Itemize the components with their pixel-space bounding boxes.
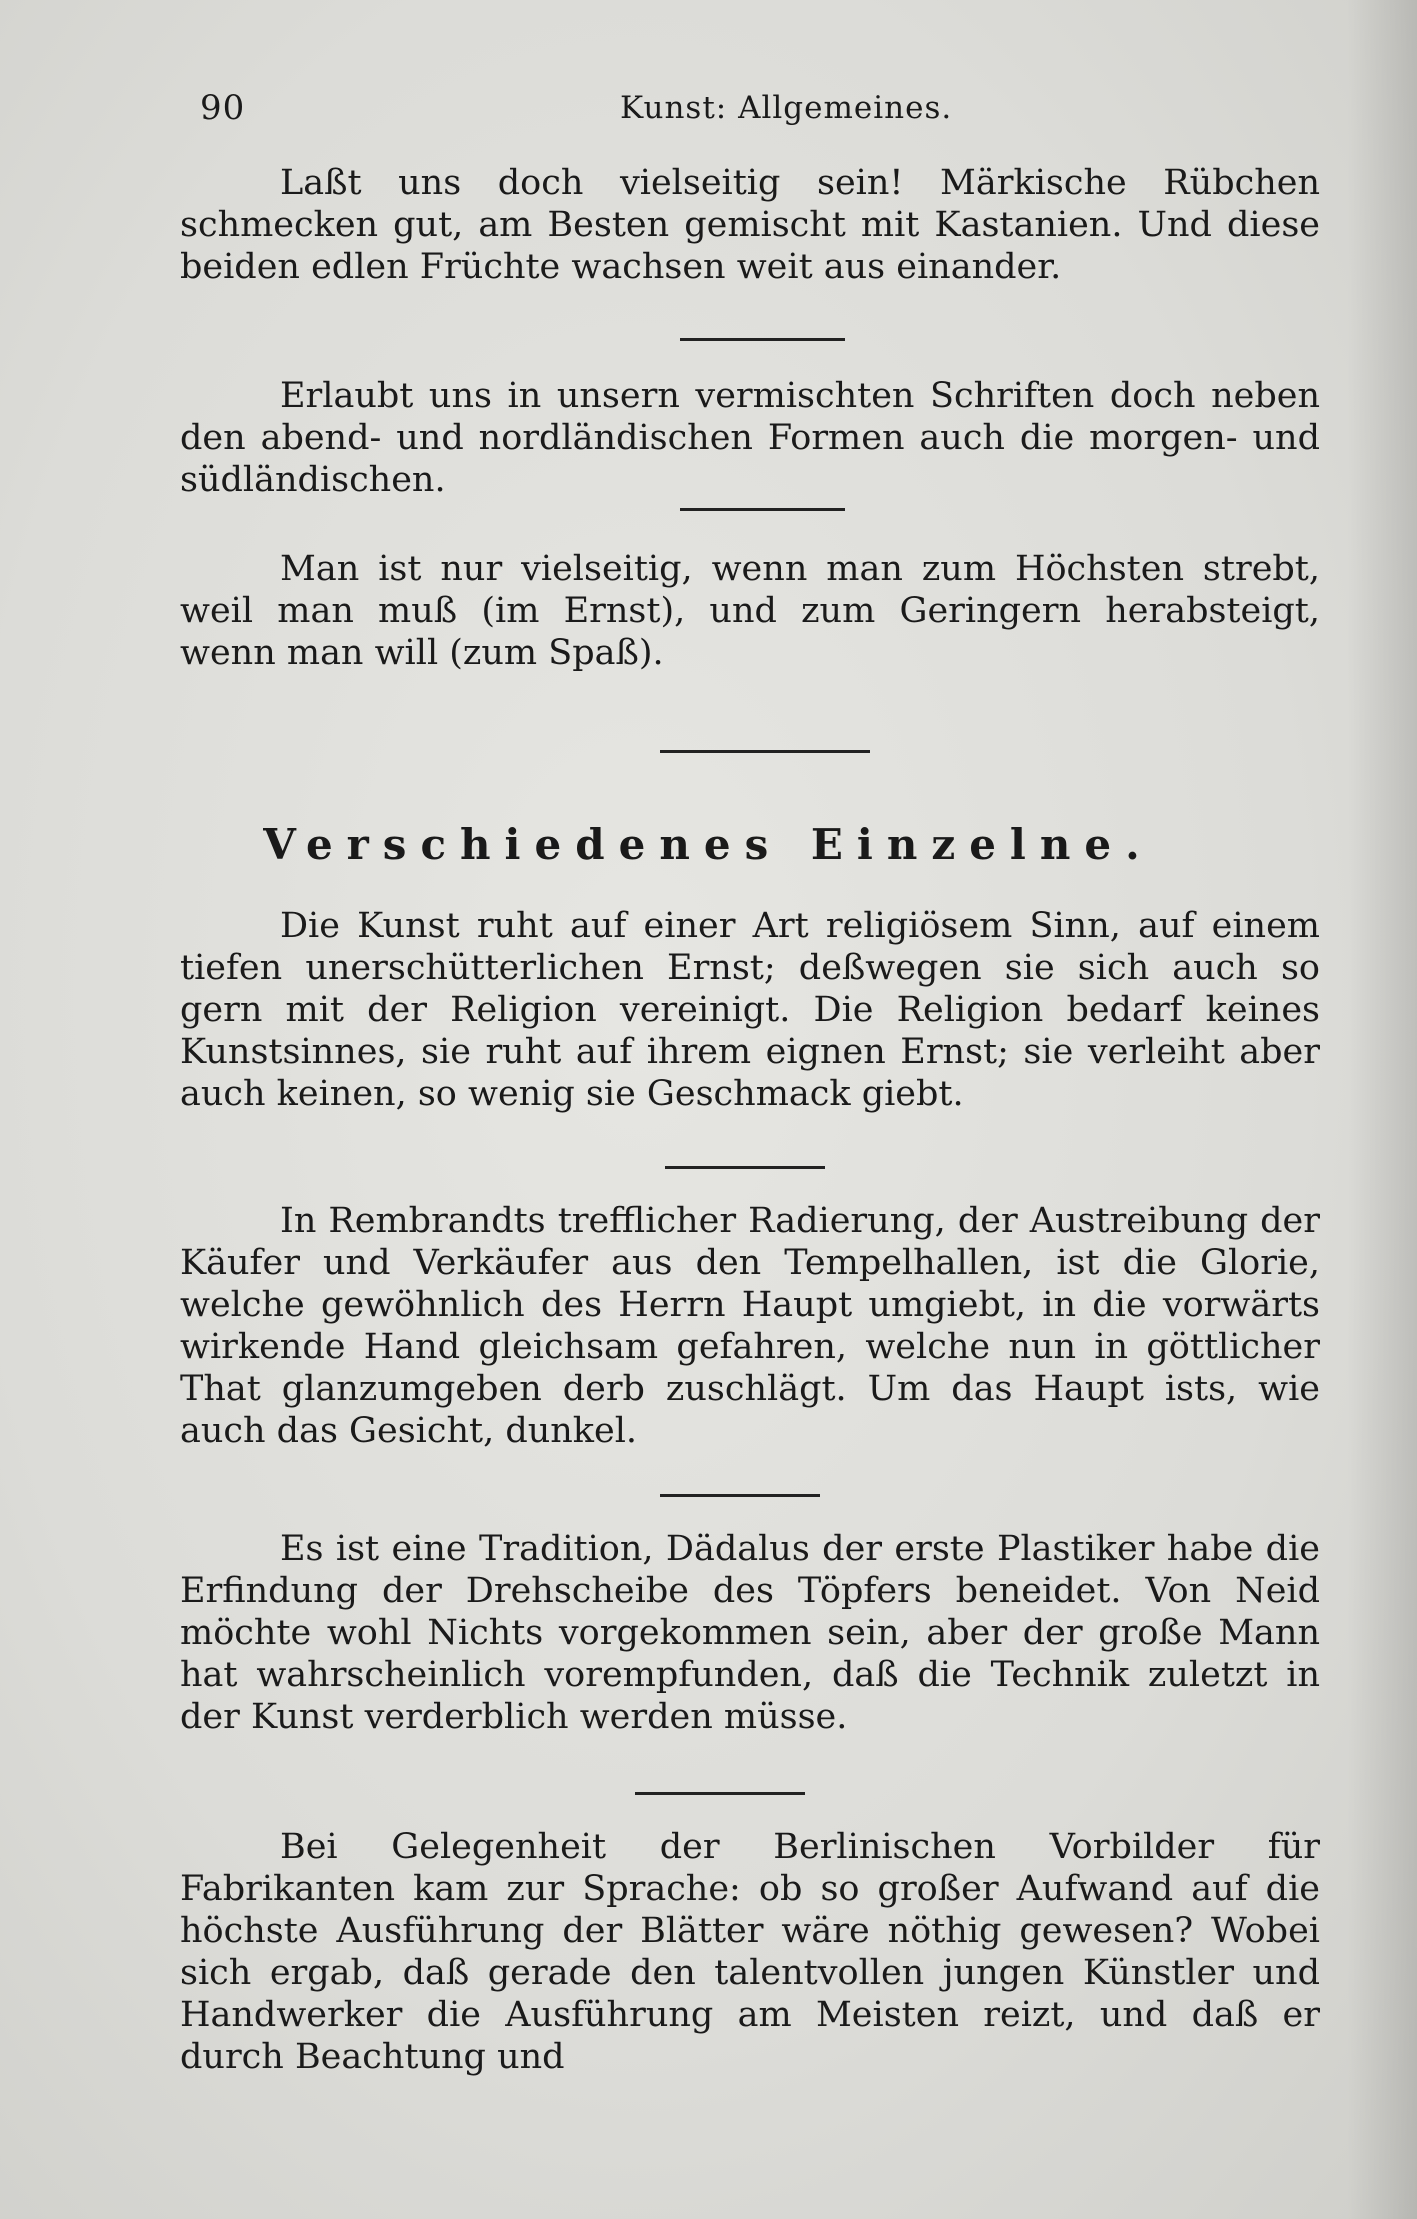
page-edge-shadow	[1347, 0, 1417, 2219]
paragraph-5	[180, 1200, 1320, 1452]
page-number: 90	[200, 88, 246, 128]
paragraph-text: Laßt uns doch vielseitig sein! Märkische Rübchen schmecken gut, am Besten gemischt mit Kastanien. Und diese beiden edlen Früchte wachsen weit aus einander.	[180, 163, 1320, 287]
section-heading: Verschiedenes Einzelne.	[263, 820, 1154, 869]
paragraph-text: Bei Gelegenheit der Berlinischen Vorbilder für Fabrikanten kam zur Sprache: ob so großer Aufwand auf die höchste Ausführung der Blätter wäre nöthig gewesen? Wobei sich ergab, daß gerade den talentvollen jungen Künstler und Handwerker die Ausführung am Meisten reizt, und daß er durch Beachtung und	[180, 1827, 1320, 2077]
paragraph-1	[180, 162, 1320, 288]
paragraph-6	[180, 1528, 1320, 1738]
paragraph-text: Es ist eine Tradition, Dädalus der erste Plastiker habe die Erfindung der Drehscheibe des Töpfers beneidet. Von Neid möchte wohl Nichts vorgekommen sein, aber der große Mann hat wahrscheinlich vorempfunden, daß die Technik zuletzt in der Kunst verderblich werden müsse.	[180, 1529, 1320, 1737]
paragraph-text: Man ist nur vielseitig, wenn man zum Höchsten strebt, weil man muß (im Ernst), und zum Geringern herabsteigt, wenn man will (zum Spaß).	[180, 549, 1320, 673]
separator-rule	[680, 508, 845, 511]
separator-rule	[660, 1494, 820, 1497]
page-header	[0, 88, 1417, 138]
separator-rule	[680, 338, 845, 341]
separator-rule	[635, 1792, 805, 1795]
paragraph-text: Die Kunst ruht auf einer Art religiösem Sinn, auf einem tiefen unerschütterlichen Ernst; deßwegen sie sich auch so gern mit der Religion vereinigt. Die Religion bedarf keines Kunstsinnes, sie ruht auf ihrem eignen Ernst; sie verleiht aber auch keinen, so wenig sie Geschmack giebt.	[180, 906, 1320, 1114]
section-rule	[660, 750, 870, 753]
paragraph-4	[180, 905, 1320, 1115]
running-head: Kunst: Allgemeines.	[620, 90, 953, 126]
paragraph-text: Erlaubt uns in unsern vermischten Schriften doch neben den abend- und nordländischen Formen auch die morgen- und südländischen.	[180, 376, 1320, 500]
paragraph-7	[180, 1826, 1320, 2078]
separator-rule	[665, 1166, 825, 1169]
paragraph-2	[180, 375, 1320, 501]
paragraph-text: In Rembrandts trefflicher Radierung, der Austreibung der Käufer und Verkäufer aus den Tempelhallen, ist die Glorie, welche gewöhnlich des Herrn Haupt umgiebt, in die vorwärts wirkende Hand gleichsam gefahren, welche nun in göttlicher That glanzumgeben derb zuschlägt. Um das Haupt ists, wie auch das Gesicht, dunkel.	[180, 1201, 1320, 1451]
paragraph-3	[180, 548, 1320, 674]
